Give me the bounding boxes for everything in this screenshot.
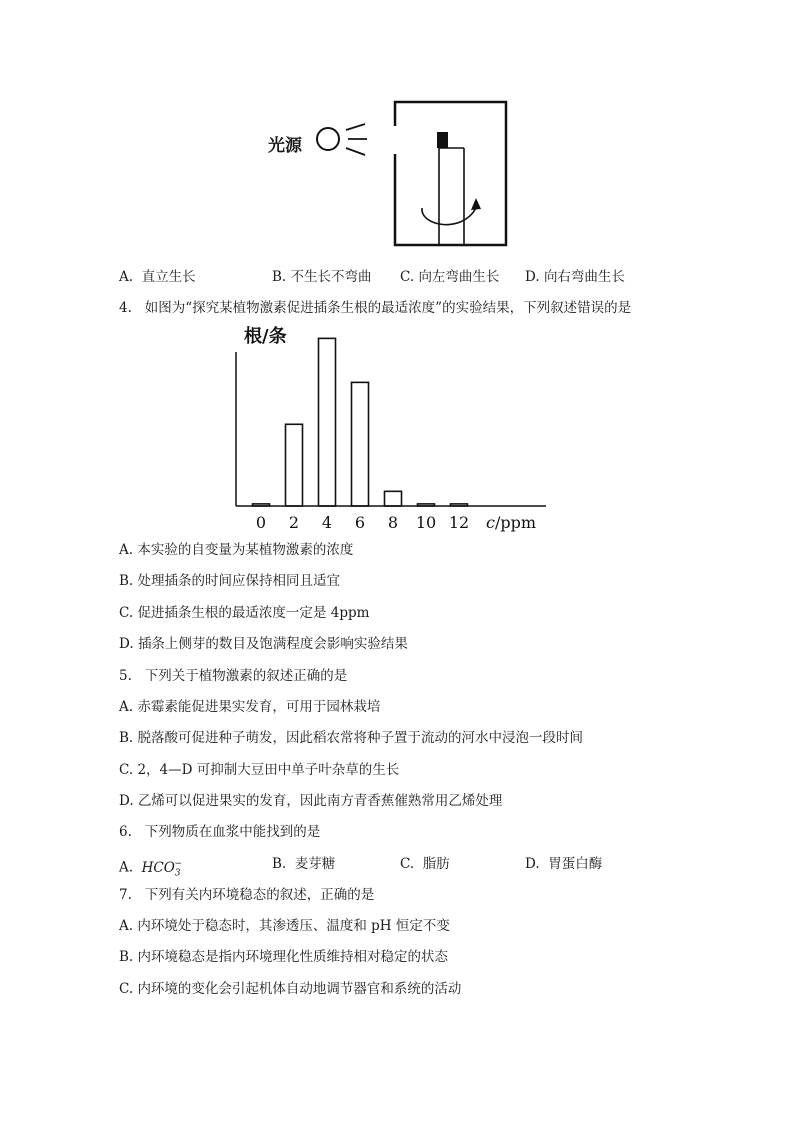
chart-xlabel bbox=[486, 513, 536, 532]
q6-stem: 6. 下列物质在血浆中能找到的是 bbox=[119, 824, 321, 840]
q4-option-c: C. 促进插条生根的最适浓度一定是 4ppm bbox=[119, 605, 370, 621]
x-tick-label-4: 4 bbox=[321, 513, 333, 532]
phototropism-drawing bbox=[262, 96, 512, 250]
q3-option-b: B. 不生长不弯曲 bbox=[272, 269, 372, 285]
q6-option-c: C. 脂肪 bbox=[400, 856, 450, 872]
q4-option-d: D. 插条上侧芽的数目及饱满程度会影响实验结果 bbox=[119, 636, 408, 652]
q3-option-c: C. 向左弯曲生长 bbox=[400, 269, 500, 285]
bar-12 bbox=[451, 504, 468, 506]
chart-ylabel: 根/条 bbox=[244, 326, 287, 347]
q3-option-d: D. 向右弯曲生长 bbox=[525, 269, 625, 285]
light-source-label: 光源 bbox=[268, 136, 302, 156]
rotation-arrow-icon bbox=[422, 198, 481, 225]
bar-6 bbox=[352, 382, 369, 506]
bar-10 bbox=[418, 504, 435, 506]
bar-8 bbox=[385, 491, 402, 506]
q4-option-a: A. 本实验的自变量为某植物激素的浓度 bbox=[119, 542, 354, 558]
x-tick-label-2: 2 bbox=[288, 513, 300, 532]
bar-chart bbox=[230, 322, 560, 538]
chart-xlabel-var: c bbox=[486, 513, 495, 532]
light-source-icon bbox=[317, 124, 367, 155]
q7-option-c: C. 内环境的变化会引起机体自动地调节器官和系统的活动 bbox=[119, 981, 462, 997]
bicarbonate-formula: $HCO_3^-$ bbox=[141, 859, 183, 879]
q6-option-b: B. 麦芽糖 bbox=[272, 856, 336, 872]
q4-option-b: B. 处理插条的时间应保持相同且适宜 bbox=[119, 573, 341, 589]
q6-option-a: A. $HCO_3^-$ bbox=[119, 859, 183, 879]
x-tick-label-8: 8 bbox=[387, 513, 399, 532]
q6-option-d: D. 胃蛋白酶 bbox=[525, 856, 603, 872]
phototropism-figure bbox=[262, 96, 512, 250]
x-tick-label-6: 6 bbox=[354, 513, 366, 532]
q3-option-a: A. 直立生长 bbox=[119, 269, 196, 285]
bar-0 bbox=[253, 504, 270, 506]
bar-2 bbox=[286, 424, 303, 506]
bar-4 bbox=[319, 338, 336, 506]
q4-stem: 4. 如图为“探究某植物激素促进插条生根的最适浓度”的实验结果，下列叙述错误的是 bbox=[119, 300, 632, 316]
q5-option-a: A. 赤霉素能促进果实发育，可用于园林栽培 bbox=[119, 699, 381, 715]
q7-option-a: A. 内环境处于稳态时，其渗透压、温度和 pH 恒定不变 bbox=[119, 918, 450, 934]
q5-option-d: D. 乙烯可以促进果实的发育，因此南方青香蕉催熟常用乙烯处理 bbox=[119, 793, 503, 809]
q7-option-b: B. 内环境稳态是指内环境理化性质维持相对稳定的状态 bbox=[119, 949, 449, 965]
q5-option-b: B. 脱落酸可促进种子萌发，因此稻农常将种子置于流动的河水中浸泡一段时间 bbox=[119, 730, 584, 746]
q5-option-c: C. 2，4—D 可抑制大豆田中单子叶杂草的生长 bbox=[119, 762, 400, 778]
chart-xlabel-unit: /ppm bbox=[494, 513, 537, 532]
x-tick-label-0: 0 bbox=[255, 513, 267, 532]
q7-stem: 7. 下列有关内环境稳态的叙述，正确的是 bbox=[119, 887, 375, 903]
seedling-icon bbox=[437, 132, 464, 245]
q5-stem: 5. 下列关于植物激素的叙述正确的是 bbox=[119, 668, 348, 684]
dark-box bbox=[395, 102, 506, 245]
x-tick-label-12: 12 bbox=[448, 513, 470, 532]
x-tick-label-10: 10 bbox=[415, 513, 437, 532]
